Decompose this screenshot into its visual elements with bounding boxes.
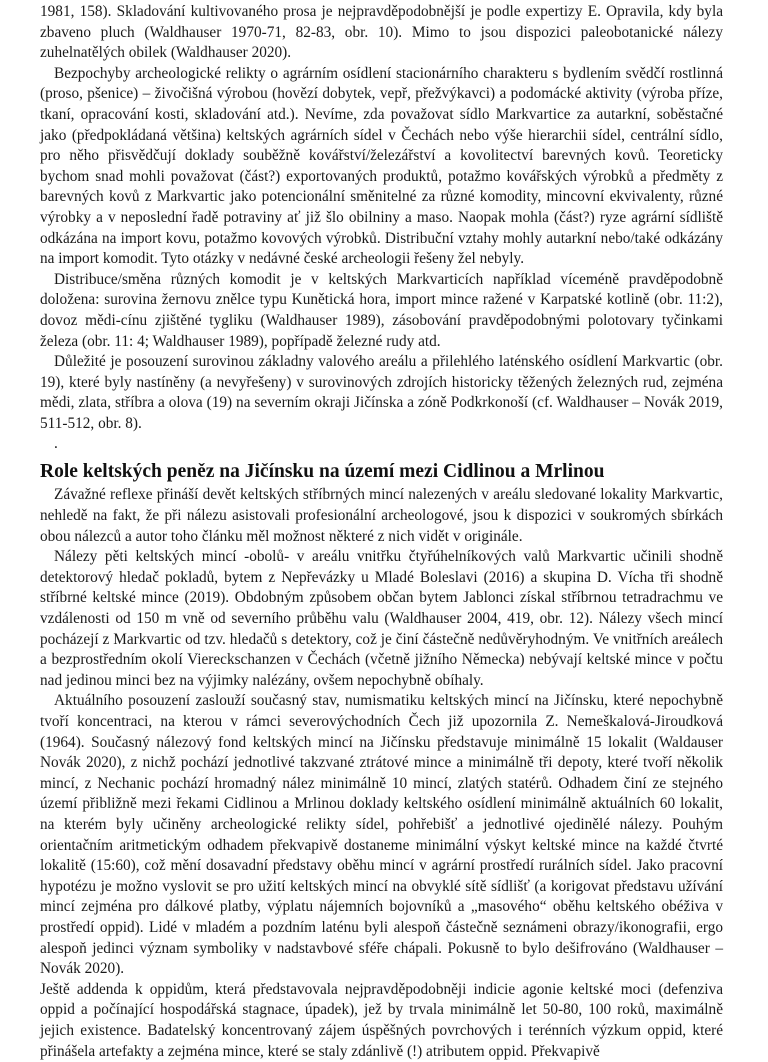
section-heading: Role keltských peněz na Jičínsku na území mezi Cidlinou a Mrlinou [40,461,605,483]
paragraph: Nálezy pěti keltských mincí -obolů- v areálu vnitřku čtyřúhelníkových valů Markvartic učinili shodně detektorový hledač pokladů, bytem z Nepřevázky u Mladé Boleslavi (2016) a skupina D. Vícha tři shodně stříbrné keltské mince (2019). Obdobným způsobem občan bytem Jablonci získal stříbrnou tetradrachmu ve vzdálenosti od 150 m vně od severního průběhu valu (Waldhauser 2004, 419, obr. 12). Nálezy všech mincí pocházejí z Markvartic od tzv. hledačů s detektory, což je činí částečně nedůvěryhodným. Ve vnitřních areálech a bezprostředním okolí Viereckschanzen v Čechách (včetně jižního Německa) nebývají keltské mince v počtu nad jedinou minci bez na výjimky nalézány, ovšem nepochybně obíhaly. [40,548,723,689]
paragraph: Bezpochyby archeologické relikty o agrárním osídlení stacionárního charakteru s bydlením svědčí rostlinná (proso, pšenice) – živočišná výrobou (hovězí dobytek, vepř, přežvýkavci) a podomácké aktivity (výroba příze, tkaní, opracování kosti, skladování atd.). Nevíme, zda považovat sídlo Markvartice za autarkní, soběstačné jako (předpokládaná většina) keltských agrárních sídel v Čechách nebo výše hierarchii sídel, centrální sídlo, pro něho přisvědčují doklady souběžně kovářství/železářství a kovolitectví barevných kovů. Teoreticky bychom snad mohli považovat (část?) exportovaných produktů, potažmo kovářských výrobků a předměty z barevných kovů z Markvartic jako potencionální směnitelné za různé komodity, mincovní ekvivalenty, různé výrobky a v neposlední řadě potraviny ať již šlo obilniny a maso. Naopak mohla (část?) ryze agrární sídliště odkázána na import kovu, potažmo kovových výrobků. Distribuční vztahy mohly autarkní nebo/také odkázány na import komodit. Tyto otázky v nedávné české archeologii řešeny žel nebyly. [40,64,723,268]
paragraph: Závažné reflexe přináší devět keltských stříbrných mincí nalezených v areálu sledované lokality Markvartic, nehledě na fakt, že při nálezu asistovali profesionální archeologové, jsou k dispozici v soukromých sbírkách obou nálezců a autor toho článku měl možnost některé z nich vidět v originále. [40,486,723,545]
paragraph: Distribuce/směna různých komodit je v keltských Markvarticích například víceméně pravděpodobně doložena: surovina žernovu znělce typu Kunětická hora, import mince ražené v Karpatské kotlině (obr. 11:2), dovoz mědi-cínu zjištěné tygliku (Waldhauser 1989), zásobování pravděpodobnými polotovary tyčinkami železa (obr. 11: 4; Waldhauser 1989), popřípadě železné rudy atd. [40,270,723,350]
paragraph: Důležité je posouzení surovinou základny valového areálu a přilehlého laténského osídlení Markvartic (obr. 19), které byly nastíněny (a nevyřešeny) v surovinových zdrojích historicky těžených železných rud, zejména mědi, zlata, stříbra a olova (19) na severním okraji Jičínska a zóně Podkrkonoší (cf. Waldhauser – Novák 2019, 511-512, obr. 8). [40,353,723,432]
body-text-before-heading [40,2,723,434]
stray-mark: . [54,435,58,453]
body-text-after-heading [40,485,723,1062]
paragraph: 1981, 158). Skladování kultivovaného prosa je nejpravděpodobnější je podle expertizy E. Opravila, kdy byla zbaveno pluch (Waldhauser 1970-71, 82-83, obr. 10). Mimo to jsou dispozici paleobotanické nálezy zuhelnatělých obilek (Waldhauser 2020). [40,3,723,62]
paragraph: Aktuálního posouzení zaslouží současný stav, numismatiku keltských mincí na Jičínsku, které nepochybně tvoří koncentraci, na kterou v rámci severovýchodních Čech již upozornila Z. Nemeškalová-Jiroudková (1964). Současný nálezový fond keltských mincí na Jičínsku představuje minimálně 15 lokalit (Waldauser Novák 2020), z nichž pochází jednotlivé takzvané ztrátové mince a minimálně tři depoty, které tvoří několik mincí, z Nechanic pochází hromadný nález minimálně 10 mincí, zlatých statérů. Odhadem činí ze stejného území přibližně mezi řekami Cidlinou a Mrlinou doklady keltského osídlení minimálně aktuálních 60 lokalit, na kterém byly učiněny archeologické relikty sídel, pohřebišť a jednotlivé ojedinělé nálezy. Pouhým orientačním aritmetickým odhadem překvapivě dostaneme minimální výskyt keltské mince na každé čtvrté lokalitě (15:60), což mění dosavadní představy oběhu mincí v agrární prostředí rurálních sídel. Jako pracovní hypotézu je možno vyslovit se pro užití keltských mincí na obvyklé sítě sídlišť (a korigovat představu užívání mincí zejména pro dálkové platby, výplatu nájemních bojovníků a „masového“ oběhu keltského obéživa v prostředí oppid). Lidé v mladém a pozdním laténu byli alespoň částečně seznámeni obrazy/ikonografii, ergo alespoň jedinci význam symboliky v nadstavbové sféře chápali. Pokusně to bylo dešifrováno (Waldhauser – Novák 2020). [40,692,723,978]
paragraph: Ještě addenda k oppidům, která představovala nejpravděpodobněji indicie agonie keltské moci (defenziva oppid a počínající hospodářská stagnace, úpadek), jež by trvala minimálně let 50-80, 100 roků, maximálně jejich existence. Badatelský koncentrovaný zájem úspěšných povrchových i terénních výzkum oppid, které přinášela artefakty a zejména mince, které se staly zdánlivě (!) atributem oppid. Překvapivě [40,980,723,1060]
